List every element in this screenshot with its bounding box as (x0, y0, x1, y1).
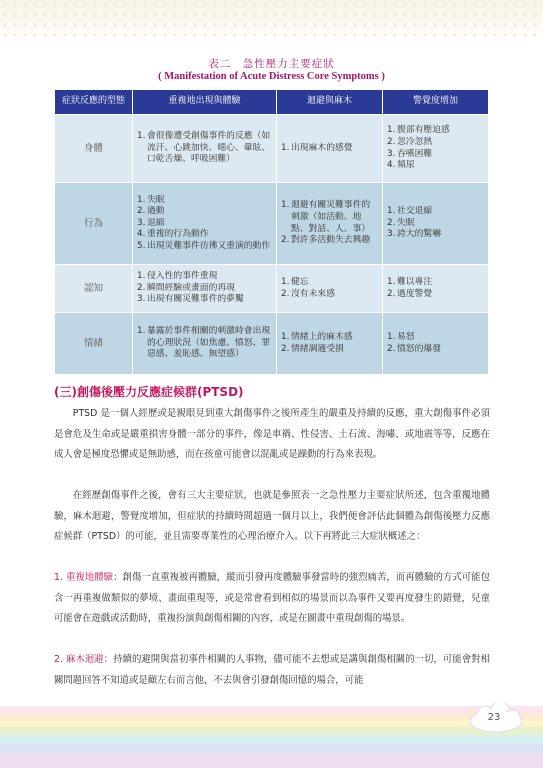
paragraph-ptsd-definition: PTSD 是一個人經歷或是親眼見到重大創傷事件之後所產生的嚴重及持續的反應，重大創傷事件必須是會危及生命或是嚴重損害身體一部分的事件，像是車禍、性侵害、土石流、海嘯、或地震等等，反應在成人會是極度恐懼或是無助感，而在孩童可能會以混亂或是躁動的行為來表現。 (54, 408, 490, 460)
table-header-row (55, 90, 489, 115)
item-number: 1. (137, 326, 146, 337)
avoidance-cell (277, 265, 383, 313)
avoidance-cell (277, 183, 383, 265)
header-avoidance-numbing: 迴避與麻木 (277, 90, 383, 115)
item-text: 會很像遭受創傷事件的反應（如流汗、心跳加快、噁心、暈眩、口乾舌燥、呼吸困難） (147, 131, 271, 165)
item-number: 4. (387, 160, 396, 171)
table-caption-english: ( Manifestation of Acute Distress Core Symptoms ) (158, 71, 385, 82)
cell-list-item (137, 229, 272, 241)
row-label: 情緒 (55, 313, 133, 375)
cell-list-item (281, 200, 378, 235)
item-number: 1. (281, 200, 290, 211)
arousal-cell (383, 313, 489, 375)
cell-list-item (137, 283, 272, 295)
header-hyperarousal: 警覺度增加 (383, 90, 489, 115)
arousal-cell (383, 115, 489, 183)
cell-list-item (387, 137, 484, 149)
item-text: 情緒上的麻木感 (291, 331, 353, 342)
item-number: 1. (387, 276, 396, 287)
cell-list-item (387, 160, 484, 172)
item-number: 2. (281, 343, 290, 354)
item-text: 瞬間經驗或畫面的再現 (147, 282, 235, 293)
item-number: 2. (387, 343, 396, 354)
paragraph-three-symptoms: 在經歷創傷事件之後，會有三大主要症狀，也就是參照表一之急性壓力主要症狀所述，包含重覆地體驗，麻木迴避，警覺度增加，但症狀的持續時間超過一個月以上，我們便會評估此個體為創傷後壓力反應症候群（PTSD）的可能，並且需要專業性的心理治療介入。以下再將此三大症狀概述之： (54, 490, 490, 542)
item-text: 易怒 (397, 331, 415, 342)
item-number: 1. (137, 131, 146, 142)
cell-list-item (387, 206, 484, 218)
section-heading-ptsd: (三)創傷後壓力反應症候群(PTSD) (54, 385, 244, 399)
item-number: 3. (137, 217, 146, 228)
item-text: 腹部有壓迫感 (397, 125, 450, 136)
cell-list-item (137, 131, 272, 166)
table-row (55, 183, 489, 265)
table-caption: 表二 急性壓力主要症狀 (208, 58, 335, 70)
cell-list-item (387, 332, 484, 344)
header-symptom-type: 症狀反應的型態 (55, 90, 133, 115)
cell-list-item (387, 344, 484, 356)
page-number: 23 (487, 712, 501, 723)
item-number: 2. (137, 282, 146, 293)
cell-list-item (281, 277, 378, 289)
item-number: 2. (281, 288, 290, 299)
paragraph-avoidance (54, 650, 490, 691)
item-text: 過度警覺 (397, 288, 433, 299)
item-text: 對許多活動失去興趣 (291, 235, 371, 246)
item-text: 侵入性的事件重現 (147, 271, 218, 282)
item-text: 情緒調適受損 (291, 343, 344, 354)
item-number: 1. (281, 142, 290, 153)
item-number: 3. (387, 229, 396, 240)
table-row (55, 115, 489, 183)
re-experiencing-cell (133, 313, 277, 375)
item-text: 社交退縮 (397, 206, 433, 217)
row-label: 行為 (55, 183, 133, 265)
item-text: 沒有未來感 (291, 288, 335, 299)
re-experiencing-cell (133, 115, 277, 183)
row-label: 認知 (55, 265, 133, 313)
table-row (55, 265, 489, 313)
item-text: 出現災難事件彷彿又重演的動作 (147, 240, 271, 251)
lead-avoidance: 2. 麻木迴避 (54, 654, 104, 665)
cell-list-item (281, 289, 378, 301)
cell-list-item (387, 125, 484, 137)
cell-list-item (387, 149, 484, 161)
paragraph-re-experiencing (54, 568, 490, 630)
item-number: 2. (137, 206, 146, 217)
item-number: 2. (387, 136, 396, 147)
item-number: 1. (137, 194, 146, 205)
header-re-experiencing: 重複地出現與體驗 (133, 90, 277, 115)
cell-list-item (137, 241, 272, 253)
text-avoidance: ：持續的避開與當初事件相關的人事物，儘可能不去想或是講與創傷相關的一切，可能會對相關問題回答不知道或是顧左右而言他，不去與會引發創傷回憶的場合，可能 (54, 654, 490, 686)
item-number: 5. (137, 240, 146, 251)
cell-list-item (137, 271, 272, 283)
item-number: 2. (387, 217, 396, 228)
arousal-cell (383, 265, 489, 313)
acute-stress-symptoms-table (54, 89, 489, 375)
item-number: 1. (281, 276, 290, 287)
lead-re-experiencing: 1. 重複地體驗 (54, 572, 114, 583)
avoidance-cell (277, 115, 383, 183)
cell-list-item (137, 206, 272, 218)
table-row (55, 313, 489, 375)
cell-list-item (281, 332, 378, 344)
item-text: 過動 (147, 206, 165, 217)
item-text: 暴露於事件相關的刺激時會出現的心理狀況（如焦慮、憤怒、罪惡感、羞恥感、無望感） (147, 326, 271, 360)
item-number: 1. (281, 331, 290, 342)
cell-list-item (137, 195, 272, 207)
item-number: 3. (387, 148, 396, 159)
cell-list-item (387, 218, 484, 230)
cell-list-item (387, 289, 484, 301)
item-text: 頻尿 (397, 160, 415, 171)
item-text: 健忘 (291, 276, 309, 287)
item-text: 失眠 (397, 217, 415, 228)
cell-list-item (281, 344, 378, 356)
item-number: 1. (387, 125, 396, 136)
item-text: 難以專注 (397, 276, 433, 287)
arousal-cell (383, 183, 489, 265)
avoidance-cell (277, 313, 383, 375)
re-experiencing-cell (133, 265, 277, 313)
item-number: 2. (281, 235, 290, 246)
item-text: 憤怒的爆發 (397, 343, 441, 354)
item-text: 吞嚥困難 (397, 148, 433, 159)
item-text: 重複的行為動作 (147, 229, 209, 240)
top-dot-pattern (0, 0, 543, 40)
item-number: 1. (387, 331, 396, 342)
cell-list-item (281, 235, 378, 247)
cell-list-item (387, 277, 484, 289)
rainbow-footer-band (0, 706, 543, 768)
cell-list-item (137, 294, 272, 306)
item-number: 1. (137, 271, 146, 282)
cell-list-item (387, 229, 484, 241)
cell-list-item (137, 326, 272, 361)
item-text: 出現有關災難事件的夢魘 (147, 294, 244, 305)
item-text: 忽冷忽熱 (397, 136, 433, 147)
text-re-experiencing: ：創傷一直重複被再體驗，縱而引發再度體驗事發當時的強烈痛苦，而再體驗的方式可能包含一再重複做類似的夢境、畫面重現等，或是常會看到相似的場景而以為事件又要再度發生的錯覺，兒童可能會在遊戲或活動時，重複扮演與創傷相關的內容，或是在圖畫中重現創傷的場景。 (54, 572, 490, 624)
item-number: 4. (137, 229, 146, 240)
cell-list-item (281, 143, 378, 155)
item-text: 退縮 (147, 217, 165, 228)
item-text: 誇大的驚嚇 (397, 229, 441, 240)
re-experiencing-cell (133, 183, 277, 265)
item-number: 2. (387, 288, 396, 299)
cell-list-item (137, 218, 272, 230)
item-text: 迴避有關災難事件的刺激（如活動、地點、對話、人、事） (291, 200, 371, 234)
row-label: 身體 (55, 115, 133, 183)
item-number: 1. (387, 206, 396, 217)
item-text: 出現麻木的感覺 (291, 142, 353, 153)
item-number: 3. (137, 294, 146, 305)
item-text: 失眠 (147, 194, 165, 205)
